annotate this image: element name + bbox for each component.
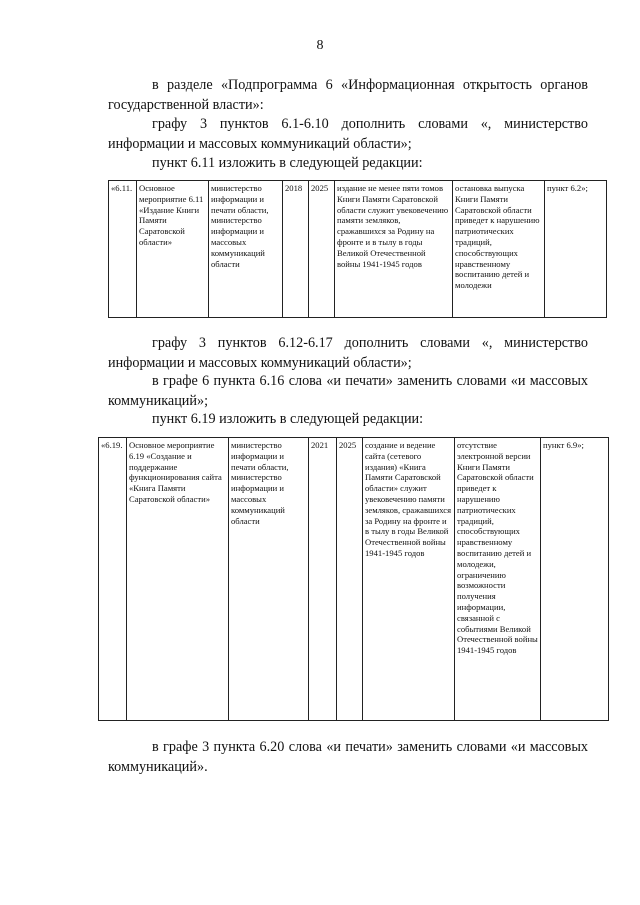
cell-number: «6.19. (99, 438, 127, 721)
table-row (109, 181, 607, 318)
cell-consequence: остановка выпуска Книги Памяти Саратовской области приведет к нарушению патриотических традиций, способствующих нравственному воспитанию детей и молодежи (453, 181, 545, 318)
paragraph-graph3-6-1 (108, 115, 588, 154)
cell-result: издание не менее пяти томов Книги Памяти Саратовской области служит увековечению памяти земляков, сражавшихся за Родину на фронте и в тылу в годы Великой Отечественной войны 1941-1945 годов (335, 181, 453, 318)
cell-year-end: 2025 (309, 181, 335, 318)
cell-year-start: 2021 (309, 438, 337, 721)
table-item-6-11 (108, 180, 607, 318)
table-item-6-19 (98, 437, 609, 721)
page-number: 8 (316, 38, 324, 53)
cell-number: «6.11. (109, 181, 137, 318)
cell-event: Основное мероприятие 6.19 «Создание и поддержание функционирования сайта «Книга Памяти Саратовской области» (127, 438, 229, 721)
cell-executor: министерство информации и печати области, министерство информации и массовых коммуникаций области (209, 181, 283, 318)
paragraph-text: графу 3 пунктов 6.1-6.10 дополнить словами «, министерство информации и массовых коммуникаций области»; (108, 116, 588, 152)
cell-year-start: 2018 (283, 181, 309, 318)
paragraph-text: графу 3 пунктов 6.12-6.17 дополнить словами «, министерство информации и массовых коммуникаций области»; (108, 335, 588, 371)
cell-executor: министерство информации и печати области, министерство информации и массовых коммуникаций области (229, 438, 309, 721)
cell-link: пункт 6.2»; (545, 181, 607, 318)
paragraph-text: пункт 6.11 изложить в следующей редакции: (152, 155, 423, 171)
paragraph-item-6-19 (108, 410, 588, 430)
paragraph-text: пункт 6.19 изложить в следующей редакции: (152, 411, 424, 427)
cell-link: пункт 6.9»; (541, 438, 609, 721)
paragraph-graph3-6-20 (108, 738, 588, 777)
paragraph-text: в графе 3 пункта 6.20 слова «и печати» заменить словами «и массовых коммуникаций». (108, 739, 588, 775)
paragraph-text: в разделе «Подпрограмма 6 «Информационная открытость органов государственной власти»: (108, 77, 588, 113)
cell-result: создание и ведение сайта (сетевого издания) «Книга Памяти Саратовской области» служит увековечению памяти земляков, сражавшихся за Родину на фронте и в тылу в годы Великой Отечественной войны 1941-1945 годов (363, 438, 455, 721)
paragraph-section-intro (108, 76, 588, 115)
paragraph-item-6-11 (108, 154, 588, 174)
paragraph-text: в графе 6 пункта 6.16 слова «и печати» заменить словами «и массовых коммуникаций»; (108, 373, 588, 409)
paragraph-graph3-6-12 (108, 334, 588, 373)
cell-year-end: 2025 (337, 438, 363, 721)
paragraph-graph6-6-16 (108, 372, 588, 411)
table-row (99, 438, 609, 721)
cell-consequence: отсутствие электронной версии Книги Памяти Саратовской области приведет к нарушению патриотических традиций, способствующих нравственному воспитанию детей и молодежи, ограничению возможности получения информации, связанной с событиями Великой Отечественной войны 1941-1945 годов (455, 438, 541, 721)
cell-event: Основное мероприятие 6.11 «Издание Книги Памяти Саратовской области» (137, 181, 209, 318)
